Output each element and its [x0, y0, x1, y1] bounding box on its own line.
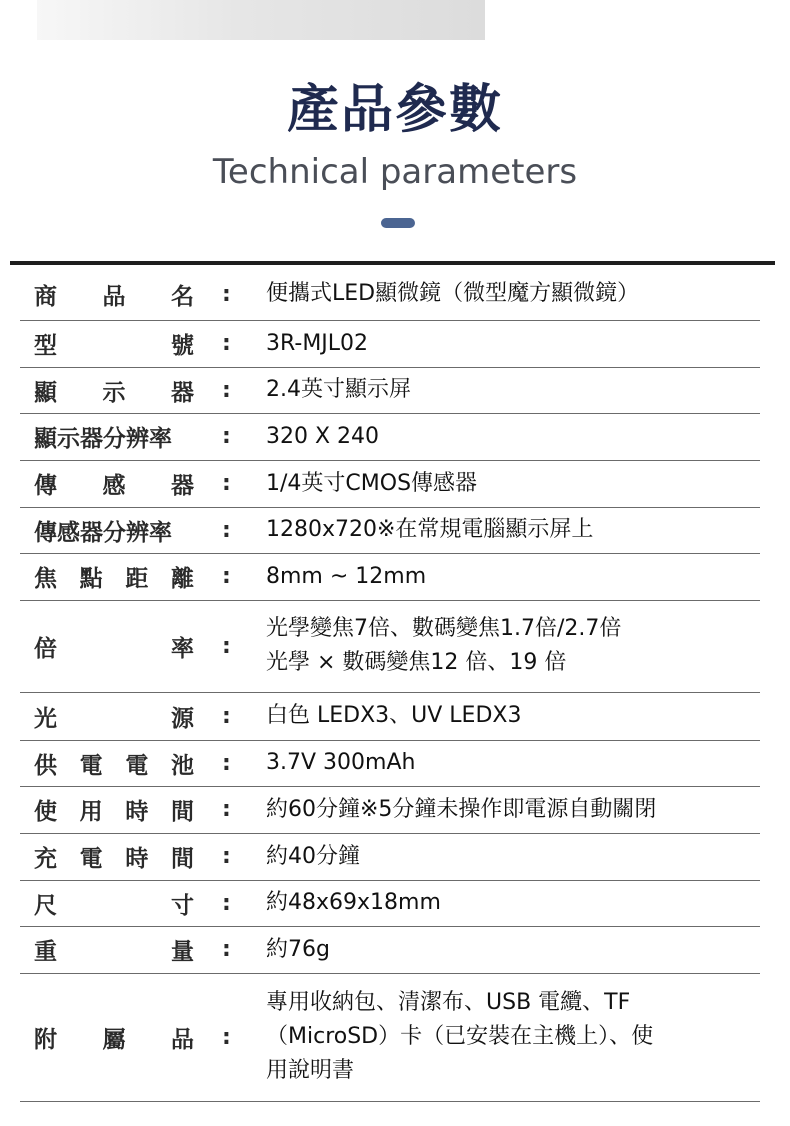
spec-label: [34, 507, 194, 553]
spec-label-text: 重: [34, 939, 57, 965]
spec-colon: :: [222, 331, 231, 356]
spec-label: [34, 268, 194, 320]
spec-label-text: 間: [170, 846, 194, 872]
spec-value: [266, 507, 760, 553]
spec-row: [20, 786, 760, 834]
spec-value-line: 約40分鐘: [266, 843, 360, 869]
spec-label: [34, 413, 194, 460]
spec-value-line: 320 X 240: [266, 423, 380, 449]
spec-label-text: 時: [125, 799, 149, 825]
spec-label-text: 示: [102, 379, 126, 406]
spec-value: [266, 268, 760, 320]
spec-label-text: 顯示器分辨率: [34, 426, 172, 452]
spec-value: [266, 413, 760, 460]
spec-value-line: 光學 × 數碼變焦12 倍、19 倍: [266, 650, 567, 675]
page-title: 產品參數: [286, 80, 503, 140]
spec-colon: :: [222, 633, 231, 659]
spec-label-text: 電: [79, 846, 103, 872]
spec-label: [34, 973, 194, 1101]
spec-colon: :: [222, 937, 231, 962]
spec-label-text: 距: [125, 566, 149, 592]
spec-label-text: 號: [171, 333, 194, 359]
spec-colon: :: [222, 281, 231, 307]
spec-value-line: 約76g: [266, 936, 330, 962]
spec-row: [20, 833, 760, 881]
table-top-rule: [10, 261, 775, 265]
spec-label-text: 電: [79, 752, 103, 779]
spec-label-text: 光: [34, 705, 57, 732]
spec-row: [20, 600, 760, 693]
spec-value: [266, 320, 760, 367]
spec-value-line: 8mm ~ 12mm: [266, 563, 427, 589]
spec-value-line: 便攜式LED顯微鏡（微型魔方顯微鏡）: [266, 281, 640, 306]
spec-label-text: 率: [171, 635, 194, 662]
spec-label: [34, 833, 194, 880]
spec-label: [34, 880, 194, 926]
spec-label-text: 間: [170, 799, 194, 825]
spec-row: [20, 880, 760, 927]
spec-value-line: 用說明書: [266, 1058, 355, 1083]
spec-value-line: 3R-MJL02: [266, 330, 369, 356]
spec-label-text: 寸: [171, 892, 194, 919]
spec-value: [266, 880, 760, 926]
spec-colon: :: [222, 750, 231, 776]
spec-colon: :: [222, 890, 231, 916]
spec-colon: :: [222, 377, 231, 403]
spec-value: [266, 600, 760, 692]
spec-value: [266, 367, 760, 413]
spec-value: [266, 460, 760, 507]
spec-label-text: 名: [171, 283, 194, 310]
spec-colon: :: [222, 471, 231, 496]
spec-row: [20, 926, 760, 974]
spec-label-text: 品: [102, 283, 126, 310]
spec-label: [34, 553, 194, 600]
spec-row: [20, 413, 760, 461]
spec-label-text: 器: [171, 473, 194, 499]
spec-colon: :: [222, 424, 231, 449]
spec-row: [20, 460, 760, 508]
spec-label-text: 顯: [34, 379, 57, 406]
spec-row: [20, 553, 760, 601]
spec-label-text: 傳感器分辨率: [34, 519, 172, 546]
spec-value-line: 3.7V 300mAh: [266, 750, 416, 775]
spec-label-text: 倍: [34, 635, 57, 662]
top-banner-image: [37, 0, 485, 40]
spec-value-line: 1/4英寸CMOS傳感器: [266, 470, 478, 496]
spec-label-text: 商: [34, 283, 57, 310]
spec-label-text: 品: [171, 1026, 194, 1053]
spec-value: [266, 786, 760, 833]
spec-colon: :: [222, 517, 231, 543]
spec-colon: :: [222, 703, 231, 729]
spec-label-text: 供: [34, 752, 57, 779]
spec-value-line: 約60分鐘※5分鐘未操作即電源自動關閉: [266, 796, 657, 822]
title-accent-bar: [381, 218, 415, 228]
spec-colon: :: [222, 797, 231, 822]
spec-label: [34, 786, 194, 833]
spec-label-text: 感: [102, 473, 126, 499]
spec-label-text: 時: [125, 846, 149, 872]
spec-value: [266, 740, 760, 786]
page-subtitle: Technical parameters: [212, 152, 578, 192]
spec-label-text: 電: [125, 752, 149, 779]
spec-label-text: 尺: [34, 892, 57, 919]
spec-row: [20, 367, 760, 414]
spec-label-text: 充: [34, 846, 57, 872]
spec-colon: :: [222, 1024, 231, 1050]
spec-label: [34, 600, 194, 692]
spec-value-line: 1280x720※在常規電腦顯示屏上: [266, 517, 594, 542]
spec-label-text: 池: [170, 752, 194, 779]
spec-label-text: 量: [171, 939, 194, 965]
spec-label-text: 源: [171, 705, 194, 732]
spec-value-line: 約48x69x18mm: [266, 890, 441, 915]
spec-value-line: 專用收納包、清潔布、USB 電纜、TF: [266, 990, 631, 1015]
spec-label-text: 用: [79, 799, 103, 825]
spec-value: [266, 833, 760, 880]
spec-row: [20, 268, 760, 321]
spec-label-text: 附: [34, 1026, 57, 1053]
spec-label: [34, 740, 194, 786]
spec-row: [20, 507, 760, 554]
spec-label-text: 屬: [102, 1026, 126, 1053]
spec-row: [20, 740, 760, 787]
spec-label-text: 離: [170, 566, 194, 592]
spec-value: [266, 553, 760, 600]
spec-label-text: 使: [34, 799, 57, 825]
spec-label: [34, 460, 194, 507]
spec-label-text: 點: [79, 566, 103, 592]
spec-value-line: 2.4英寸顯示屏: [266, 377, 411, 402]
spec-colon: :: [222, 844, 231, 869]
spec-value-line: 白色 LEDX3、UV LEDX3: [266, 703, 522, 728]
spec-value: [266, 926, 760, 973]
spec-value: [266, 973, 760, 1101]
spec-value-line: 光學變焦7倍、數碼變焦1.7倍/2.7倍: [266, 616, 622, 641]
spec-value: [266, 692, 760, 740]
spec-label-text: 焦: [34, 566, 57, 592]
spec-row: [20, 320, 760, 368]
spec-label-text: 傳: [34, 473, 57, 499]
spec-colon: :: [222, 564, 231, 589]
spec-label: [34, 926, 194, 973]
spec-row: [20, 692, 760, 741]
spec-label: [34, 692, 194, 740]
spec-label-text: 型: [34, 333, 57, 359]
spec-row: [20, 973, 760, 1102]
spec-label-text: 器: [171, 379, 194, 406]
spec-label: [34, 320, 194, 367]
spec-value-line: （MicroSD）卡（已安裝在主機上）、使: [266, 1024, 654, 1049]
spec-label: [34, 367, 194, 413]
